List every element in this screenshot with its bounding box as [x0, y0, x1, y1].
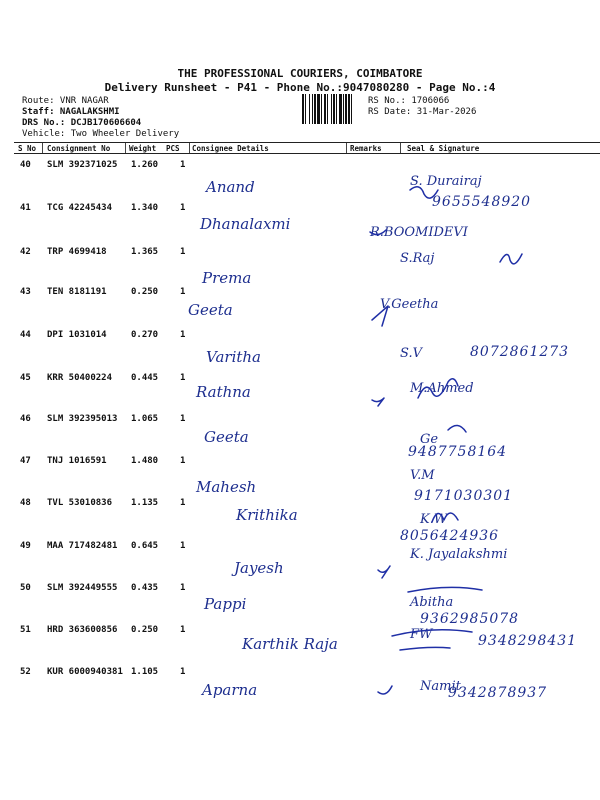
table-header-rule [14, 153, 600, 154]
row-phone-handwriting: 8056424936 [400, 528, 500, 544]
row-signature-handwriting: R.BOOMIDEVI [370, 225, 468, 240]
row-consignment-no: TEN 8181191 [47, 287, 107, 297]
row-weight: 0.250 [131, 287, 159, 297]
barcode-bar [327, 94, 328, 124]
row-consignment-no: KUR 6000940381 [47, 667, 123, 677]
row-phone-handwriting: 9487758164 [408, 444, 508, 460]
row-pcs: 1 [180, 247, 186, 257]
row-signature-handwriting: S.Raj [400, 251, 435, 266]
row-pcs: 1 [180, 330, 186, 340]
row-consignment-no: DPI 1031014 [47, 330, 107, 340]
row-weight: 1.365 [131, 247, 159, 257]
row-consignment-no: MAA 717482481 [47, 541, 118, 551]
ink-stroke [372, 398, 384, 406]
row-phone-handwriting: 8072861273 [470, 344, 570, 360]
vehicle-label: Vehicle: Two Wheeler Delivery [22, 129, 180, 139]
row-pcs: 1 [180, 625, 186, 635]
row-weight: 0.435 [131, 583, 159, 593]
row-pcs: 1 [180, 456, 186, 466]
row-signature-handwriting: V.Geetha [380, 297, 439, 312]
row-consignment-no: KRR 50400224 [47, 373, 113, 383]
row-consignee-handwriting: Aparna [202, 681, 258, 699]
col-divider [125, 143, 126, 153]
row-consignment-no: HRD 363600856 [47, 625, 118, 635]
row-consignee-handwriting: Prema [202, 269, 252, 287]
row-pcs: 1 [180, 203, 186, 213]
row-sno: 43 [20, 287, 31, 297]
row-sno: 45 [20, 373, 31, 383]
row-phone-handwriting: 9342878937 [448, 685, 548, 701]
row-signature-handwriting: V.M [410, 468, 435, 483]
row-sno: 40 [20, 160, 31, 170]
row-signature-handwriting: Ge [420, 432, 439, 447]
row-signature-handwriting: FW [410, 627, 433, 642]
row-sno: 50 [20, 583, 31, 593]
row-sno: 46 [20, 414, 31, 424]
table-top-rule [14, 142, 600, 143]
row-pcs: 1 [180, 414, 186, 424]
barcode-bar [343, 94, 344, 124]
row-weight: 0.270 [131, 330, 159, 340]
barcode-image [302, 94, 362, 124]
row-weight: 1.065 [131, 414, 159, 424]
col-sno: S No [18, 144, 37, 153]
row-sno: 49 [20, 541, 31, 551]
row-consignment-no: SLM 392449555 [47, 583, 118, 593]
col-weight: Weight [129, 144, 157, 153]
row-consignee-handwriting: Dhanalaxmi [200, 215, 291, 233]
row-weight: 0.645 [131, 541, 159, 551]
ink-stroke [378, 686, 392, 694]
barcode-bar [351, 94, 352, 124]
row-consignment-no: TNJ 1016591 [47, 456, 107, 466]
row-weight: 1.480 [131, 456, 159, 466]
rs-no-label: RS No.: 1706066 [368, 96, 450, 106]
barcode-bar [345, 94, 347, 124]
row-consignment-no: SLM 392371025 [47, 160, 118, 170]
row-weight: 0.250 [131, 625, 159, 635]
barcode-bar [348, 94, 350, 124]
row-consignee-handwriting: Jayesh [234, 559, 284, 577]
row-consignee-handwriting: Krithika [236, 506, 298, 524]
row-pcs: 1 [180, 160, 186, 170]
barcode-bar [312, 94, 313, 124]
col-consignment: Consignment No [47, 144, 111, 153]
barcode-bar [321, 94, 322, 124]
row-signature-handwriting: Abitha [410, 595, 454, 610]
barcode-bar [333, 94, 335, 124]
ink-stroke [400, 647, 450, 650]
row-signature-handwriting: S. Durairaj [410, 174, 482, 189]
row-consignee-handwriting: Pappi [204, 595, 247, 613]
barcode-bar [336, 94, 337, 124]
col-divider [189, 143, 190, 153]
row-consignment-no: TVL 53010836 [47, 498, 113, 508]
route-label: Route: VNR NAGAR [22, 96, 109, 106]
row-signature-handwriting: Namit [420, 679, 461, 694]
row-weight: 1.340 [131, 203, 159, 213]
col-divider [346, 143, 347, 153]
row-signature-handwriting: M.Ahmed [410, 381, 474, 396]
row-weight: 1.135 [131, 498, 159, 508]
row-sno: 52 [20, 667, 31, 677]
rs-date-label: RS Date: 31-Mar-2026 [368, 107, 477, 117]
row-signature-handwriting: K.W [420, 512, 448, 527]
row-consignee-handwriting: Anand [206, 178, 255, 196]
col-pcs: PCS [166, 144, 180, 153]
row-sno: 51 [20, 625, 31, 635]
company-title: THE PROFESSIONAL COURIERS, COIMBATORE [177, 67, 423, 80]
row-pcs: 1 [180, 373, 186, 383]
row-pcs: 1 [180, 541, 186, 551]
row-consignment-no: SLM 392395013 [47, 414, 118, 424]
barcode-bar [302, 94, 304, 124]
row-pcs: 1 [180, 583, 186, 593]
row-consignee-handwriting: Rathna [196, 383, 251, 401]
row-consignee-handwriting: Geeta [204, 428, 249, 446]
row-weight: 1.105 [131, 667, 159, 677]
row-weight: 1.260 [131, 160, 159, 170]
row-consignee-handwriting: Karthik Raja [242, 635, 338, 653]
row-weight: 0.445 [131, 373, 159, 383]
col-divider [400, 143, 401, 153]
row-sno: 47 [20, 456, 31, 466]
row-pcs: 1 [180, 287, 186, 297]
row-signature-handwriting: S.V [400, 346, 422, 361]
row-sno: 44 [20, 330, 31, 340]
row-pcs: 1 [180, 498, 186, 508]
row-consignment-no: TRP 4699418 [47, 247, 107, 257]
row-phone-handwriting: 9171030301 [414, 488, 514, 504]
ink-stroke [408, 587, 482, 592]
ink-stroke [378, 566, 390, 578]
col-remarks: Remarks [350, 144, 382, 153]
col-consignee: Consignee Details [192, 144, 269, 153]
barcode-bar [331, 94, 332, 124]
row-phone-handwriting: 9348298431 [478, 633, 578, 649]
drs-label: DRS No.: DCJB170606604 [22, 118, 142, 128]
staff-label: Staff: NAGALAKSHMI [22, 107, 120, 117]
ink-stroke [448, 425, 466, 432]
row-pcs: 1 [180, 667, 186, 677]
barcode-bar [309, 94, 310, 124]
row-consignee-handwriting: Geeta [188, 301, 233, 319]
ink-stroke [500, 254, 522, 264]
runsheet-subtitle: Delivery Runsheet - P41 - Phone No.:9047080280 - Page No.:4 [104, 81, 496, 94]
row-consignment-no: TCG 42245434 [47, 203, 113, 213]
row-phone-handwriting: 9362985078 [420, 611, 520, 627]
row-consignee-handwriting: Varitha [206, 348, 261, 366]
row-phone-handwriting: 9655548920 [432, 194, 532, 210]
row-sno: 41 [20, 203, 31, 213]
row-consignee-handwriting: Mahesh [196, 478, 257, 496]
barcode-bar [314, 94, 316, 124]
row-sno: 48 [20, 498, 31, 508]
row-signature-handwriting: K. Jayalakshmi [410, 547, 508, 562]
barcode-bar [324, 94, 326, 124]
col-divider [42, 143, 43, 153]
row-sno: 42 [20, 247, 31, 257]
barcode-bar [339, 94, 342, 124]
barcode-bar [317, 94, 320, 124]
barcode-bar [305, 94, 306, 124]
col-signature: Seal & Signature [407, 144, 480, 153]
